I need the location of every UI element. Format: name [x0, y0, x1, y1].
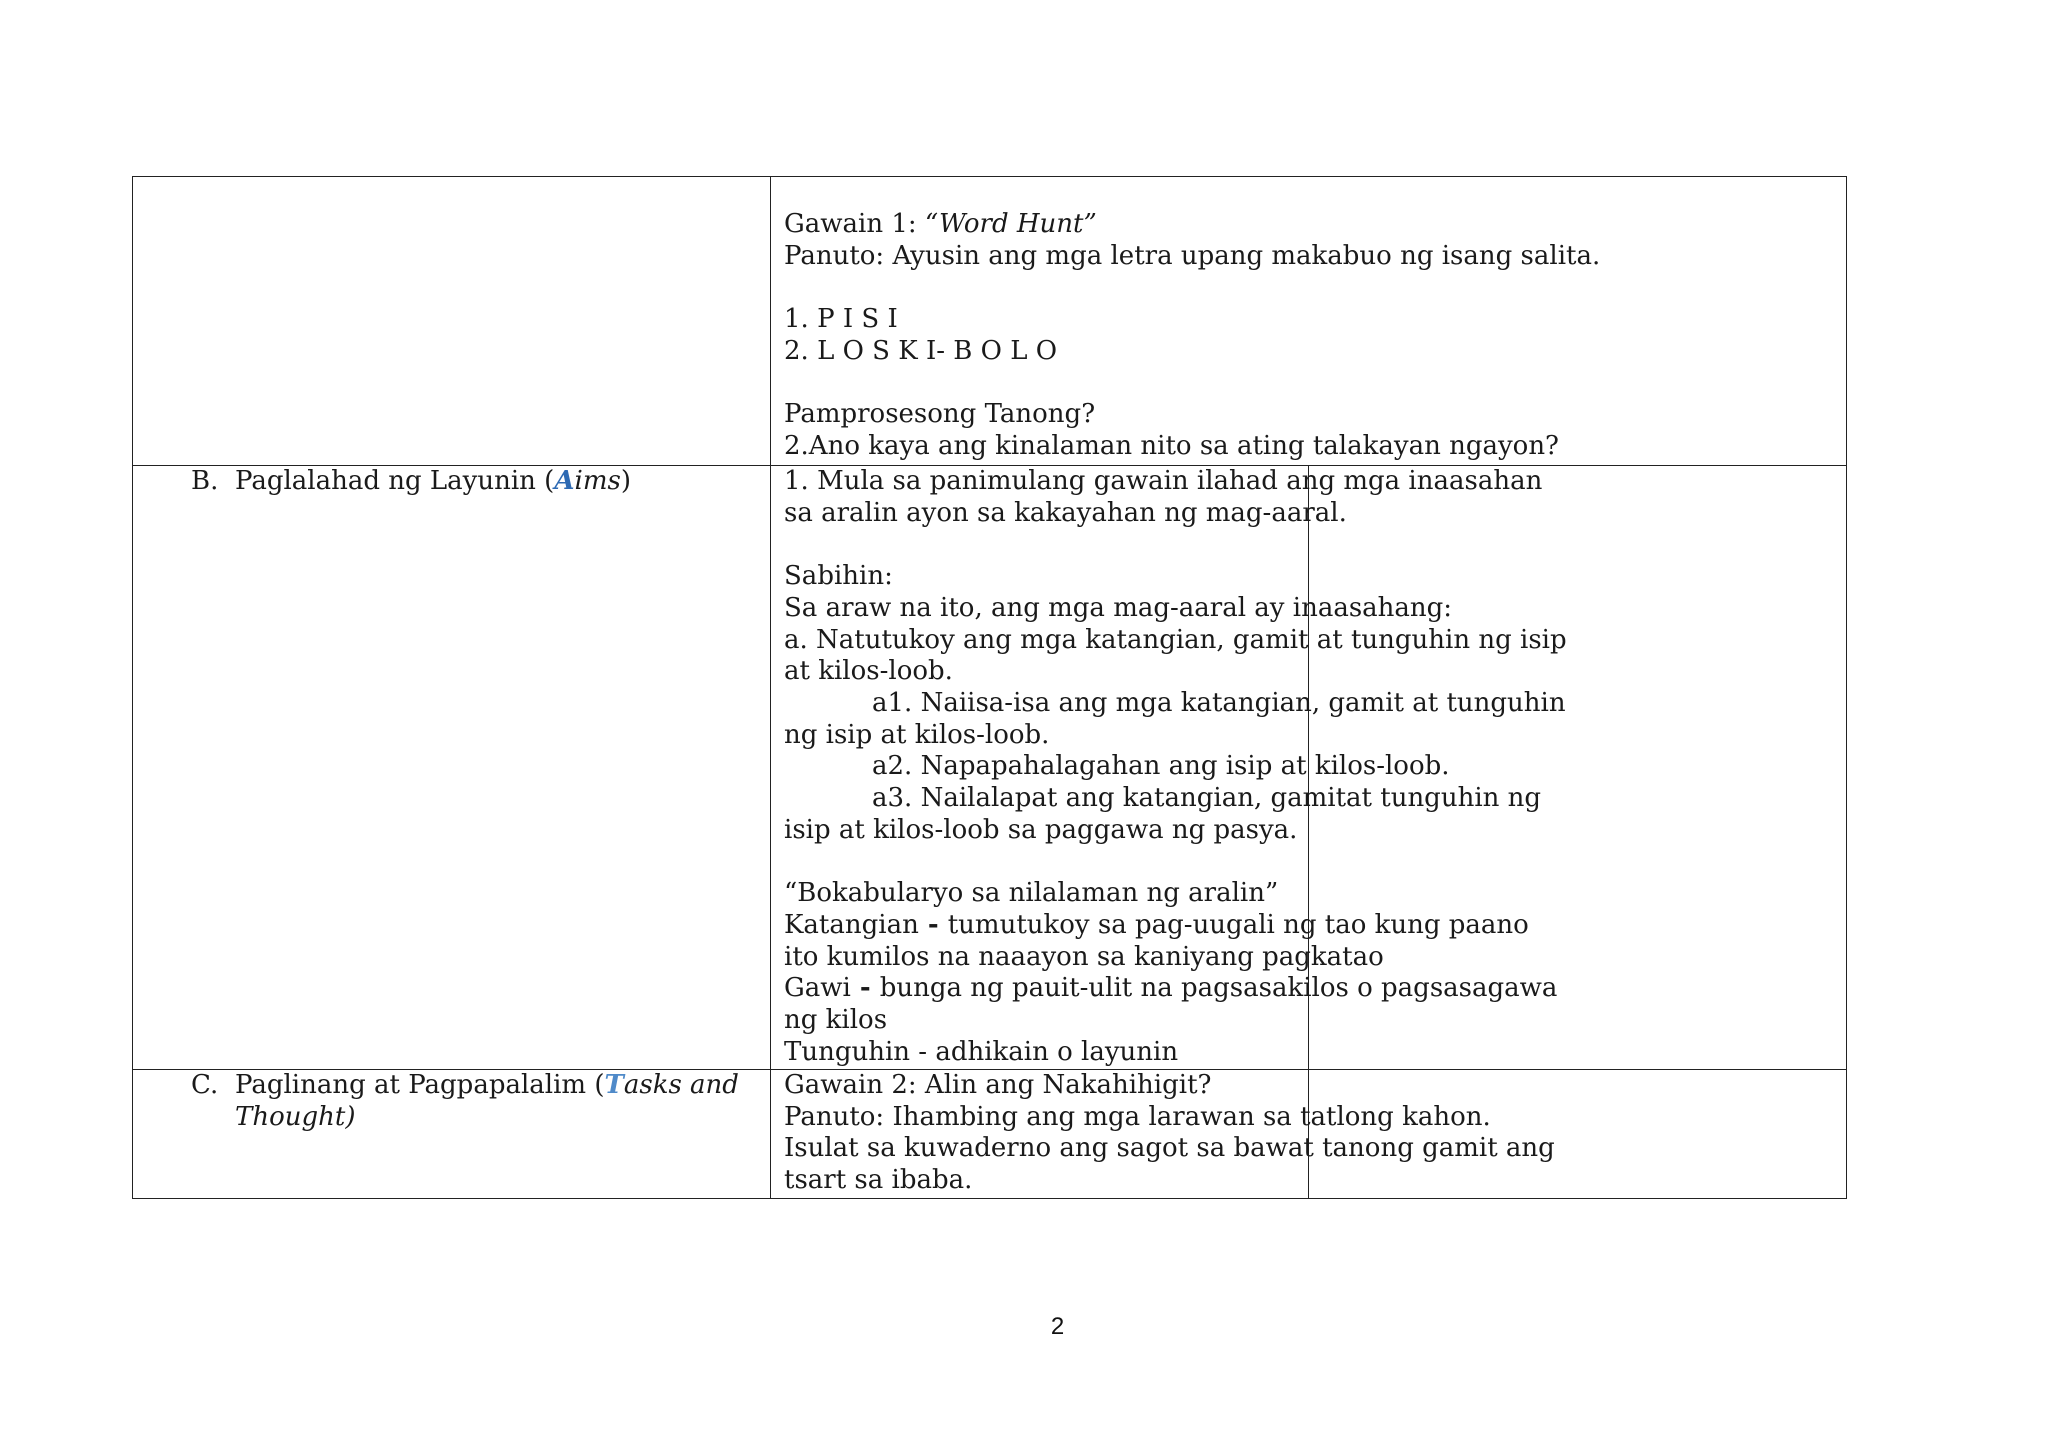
tasks-label-cell	[133, 1070, 771, 1199]
gawain-1-panuto: Panuto: Ayusin ang mga letra upang makabuo ng isang salita.	[784, 240, 1601, 271]
vocab-gawi-cont: ng kilos	[784, 1004, 888, 1035]
vocab-gawi: Gawi - bunga ng pauit-ulit na pagsasakilos o pagsasagawa	[784, 973, 1558, 1004]
objective-a1: a1. Naiisa-isa ang mga katangian, gamit at tunguhin	[872, 687, 1566, 718]
objective-a3-cont: isip at kilos-loob sa paggawa ng pasya.	[784, 814, 1298, 845]
row1-content-cell	[771, 177, 1847, 466]
vocab-tunguhin: Tunguhin - adhikain o layunin	[784, 1036, 1179, 1067]
text-line: 1. Mula sa panimulang gawain ilahad ang mga inaasahan	[784, 466, 1543, 496]
aims-content-cell	[771, 466, 1567, 1070]
processing-question: 2.Ano kaya ang kinalaman nito sa ating talakayan ngayon?	[784, 430, 1559, 461]
objective-a2: a2. Napapahalagahan ang isip at kilos-loob.	[872, 751, 1450, 782]
objective-a1-cont: ng isip at kilos-loob.	[784, 719, 1050, 750]
aims-label: B. Paglalahad ng Layunin (Aims)	[191, 466, 631, 496]
tasks-content-cell	[771, 1070, 1555, 1199]
text-line: Sa araw na ito, ang mga mag-aaral ay inaasahang:	[784, 592, 1453, 623]
table-row-aims	[133, 466, 1847, 1070]
word-item: 1. P I S I	[784, 304, 898, 335]
gawain-2-title: Gawain 2: Alin ang Nakahihigit?	[784, 1070, 1212, 1100]
text-line: sa aralin ayon sa kakayahan ng mag-aaral.	[784, 497, 1347, 528]
gawain-1-title: Gawain 1: “Word Hunt”	[784, 209, 1097, 239]
word-item: 2. L O S K I- B O L O	[784, 335, 1058, 366]
vocabulary-heading: “Bokabularyo sa nilalaman ng aralin”	[784, 878, 1279, 909]
text-line: tsart sa ibaba.	[784, 1165, 973, 1196]
processing-question-heading: Pamprosesong Tanong?	[784, 399, 1096, 430]
objective-a-cont: at kilos-loob.	[784, 656, 953, 687]
aims-label-cell	[133, 466, 771, 1070]
row1-label-cell	[133, 177, 771, 466]
tasks-label: C. Paglinang at Pagpapalalim (Tasks and Thought)	[191, 1070, 739, 1132]
objective-a: a. Natutukoy ang mga katangian, gamit at tunguhin ng isip	[784, 624, 1567, 655]
lesson-plan-table	[132, 176, 1847, 1199]
table-row-activity-1	[133, 177, 1847, 466]
table-row-tasks	[133, 1070, 1847, 1199]
text-line: Isulat sa kuwaderno ang sagot sa bawat tanong gamit ang	[784, 1133, 1555, 1164]
vocab-katangian: Katangian - tumutukoy sa pag-uugali ng tao kung paano	[784, 909, 1529, 940]
objective-a3: a3. Nailalapat ang katangian, gamitat tunguhin ng	[872, 783, 1542, 814]
gawain-2-panuto: Panuto: Ihambing ang mga larawan sa tatlong kahon.	[784, 1101, 1491, 1132]
page-number: 2	[1050, 1313, 1065, 1340]
vocab-katangian-cont: ito kumilos na naaayon sa kaniyang pagkatao	[784, 941, 1384, 972]
text-line: Sabihin:	[784, 561, 893, 592]
